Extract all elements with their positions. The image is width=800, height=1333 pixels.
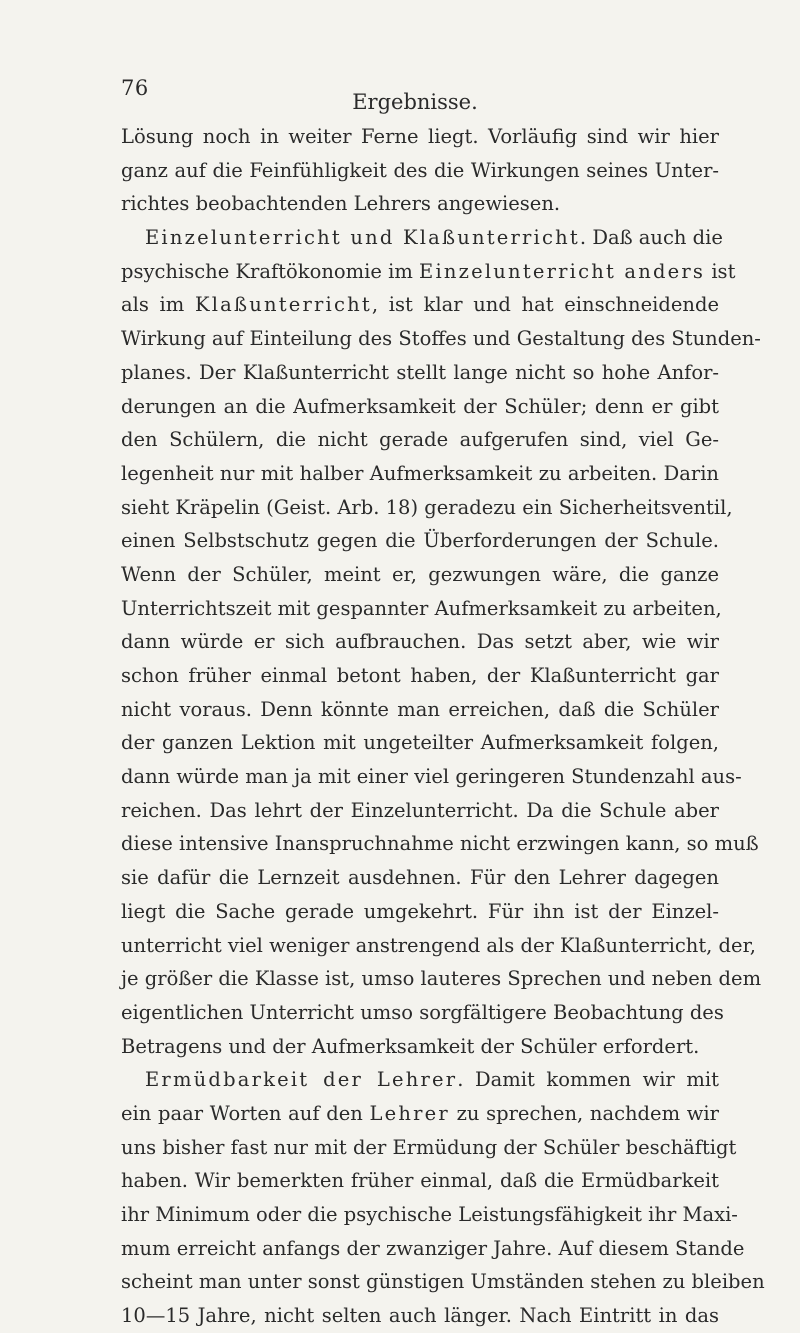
text-line: haben. Wir bemerkten früher einmal, daß die Ermüdbarkeit xyxy=(121,1169,719,1193)
text-line: eigentlichen Unterricht umso sorgfältigere Beobachtung des xyxy=(121,1000,724,1024)
text-line: sie dafür die Lernzeit ausdehnen. Für den Lehrer dagegen xyxy=(121,866,719,890)
text-line: legenheit nur mit halber Aufmerksamkeit zu arbeiten. Darin xyxy=(121,461,719,485)
text-line: dann würde er sich aufbrauchen. Das setzt aber, wie wir xyxy=(121,630,719,654)
text-line: richtes beobachtenden Lehrers angewiesen. xyxy=(121,192,561,216)
text-line: Wenn der Schüler, meint er, gezwungen wäre, die ganze xyxy=(121,562,719,586)
text-line: unterricht viel weniger anstrengend als der Klaßunterricht, der, xyxy=(121,933,756,957)
emphasis: Lehrer xyxy=(369,1101,450,1125)
text-line: der ganzen Lektion mit ungeteilter Aufmerksamkeit folgen, xyxy=(121,731,719,755)
text-line: diese intensive Inanspruchnahme nicht erzwingen kann, so muß xyxy=(121,832,759,856)
text-line: den Schülern, die nicht gerade aufgerufen sind, viel Ge- xyxy=(121,428,719,452)
text-line: Unterrichtszeit mit gespannter Aufmerksamkeit zu arbeiten, xyxy=(121,596,722,620)
section-heading: Ermüdbarkeit der Lehrer xyxy=(145,1068,458,1092)
text-line: sieht Kräpelin (Geist. Arb. 18) geradezu ein Sicherheitsventil, xyxy=(121,495,733,519)
text-line: liegt die Sache gerade umgekehrt. Für ihn ist der Einzel- xyxy=(121,899,719,923)
body-text xyxy=(121,120,765,1333)
emphasis: Klaßunterricht xyxy=(194,293,372,317)
text-line: schon früher einmal betont haben, der Klaßunterricht gar xyxy=(121,664,719,687)
text-run: . Damit kommen wir mit xyxy=(457,1068,719,1092)
running-head: Ergebnisse. xyxy=(352,90,478,114)
text-line: dann würde man ja mit einer viel geringeren Stundenzahl aus- xyxy=(121,765,742,789)
section-heading-line xyxy=(121,221,723,255)
text-run: zu sprechen, nachdem wir xyxy=(449,1101,719,1125)
page-number: 76 xyxy=(121,76,149,100)
text-line: uns bisher fast nur mit der Ermüdung der Schüler beschäftigt xyxy=(121,1135,737,1159)
text-run: ein paar Worten auf den xyxy=(121,1101,370,1125)
text-line: mum erreicht anfangs der zwanziger Jahre. Auf diesem Stande xyxy=(121,1236,745,1260)
text-line: 10—15 Jahre, nicht selten auch länger. Nach Eintritt in das xyxy=(121,1304,719,1328)
section-heading: Einzelunterricht und Klaßunterricht xyxy=(145,226,580,250)
text-line: einen Selbstschutz gegen die Überforderungen der Schule. xyxy=(121,529,719,553)
text-line: Betragens und der Aufmerksamkeit der Schüler erfordert. xyxy=(121,1034,700,1058)
text-line: reichen. Das lehrt der Einzelunterricht. Da die Schule aber xyxy=(121,798,719,822)
text-line: nicht voraus. Denn könnte man erreichen, daß die Schüler xyxy=(121,697,719,721)
text-run: psychische Kraftökonomie im xyxy=(121,259,420,283)
text-line: Wirkung auf Einteilung des Stoffes und Gestaltung des Stunden- xyxy=(121,327,761,351)
text-line: planes. Der Klaßunterricht stellt lange nicht so hohe Anfor- xyxy=(121,360,719,384)
text-run: . Daß auch die xyxy=(579,226,723,250)
text-line xyxy=(121,255,736,289)
text-line: Lösung noch in weiter Ferne liegt. Vorläufig sind wir hier xyxy=(121,125,719,148)
section-heading-line xyxy=(121,1063,719,1097)
text-run: , ist klar und hat einschneidende xyxy=(371,293,719,317)
text-line: derungen an die Aufmerksamkeit der Schüler; denn er gibt xyxy=(121,394,719,418)
text-line: ihr Minimum oder die psychische Leistungsfähigkeit ihr Maxi- xyxy=(121,1203,738,1226)
text-line: ganz auf die Feinfühligkeit des die Wirkungen seines Unter- xyxy=(121,158,719,182)
text-line: scheint man unter sonst günstigen Umständen stehen zu bleiben xyxy=(121,1270,765,1294)
text-run: ist xyxy=(705,259,736,283)
text-run: als im xyxy=(121,293,195,317)
text-line xyxy=(121,1097,719,1131)
text-line xyxy=(121,288,719,322)
text-line: je größer die Klasse ist, umso lauteres Sprechen und neben dem xyxy=(121,967,762,991)
emphasis: Einzelunterricht anders xyxy=(419,259,706,283)
